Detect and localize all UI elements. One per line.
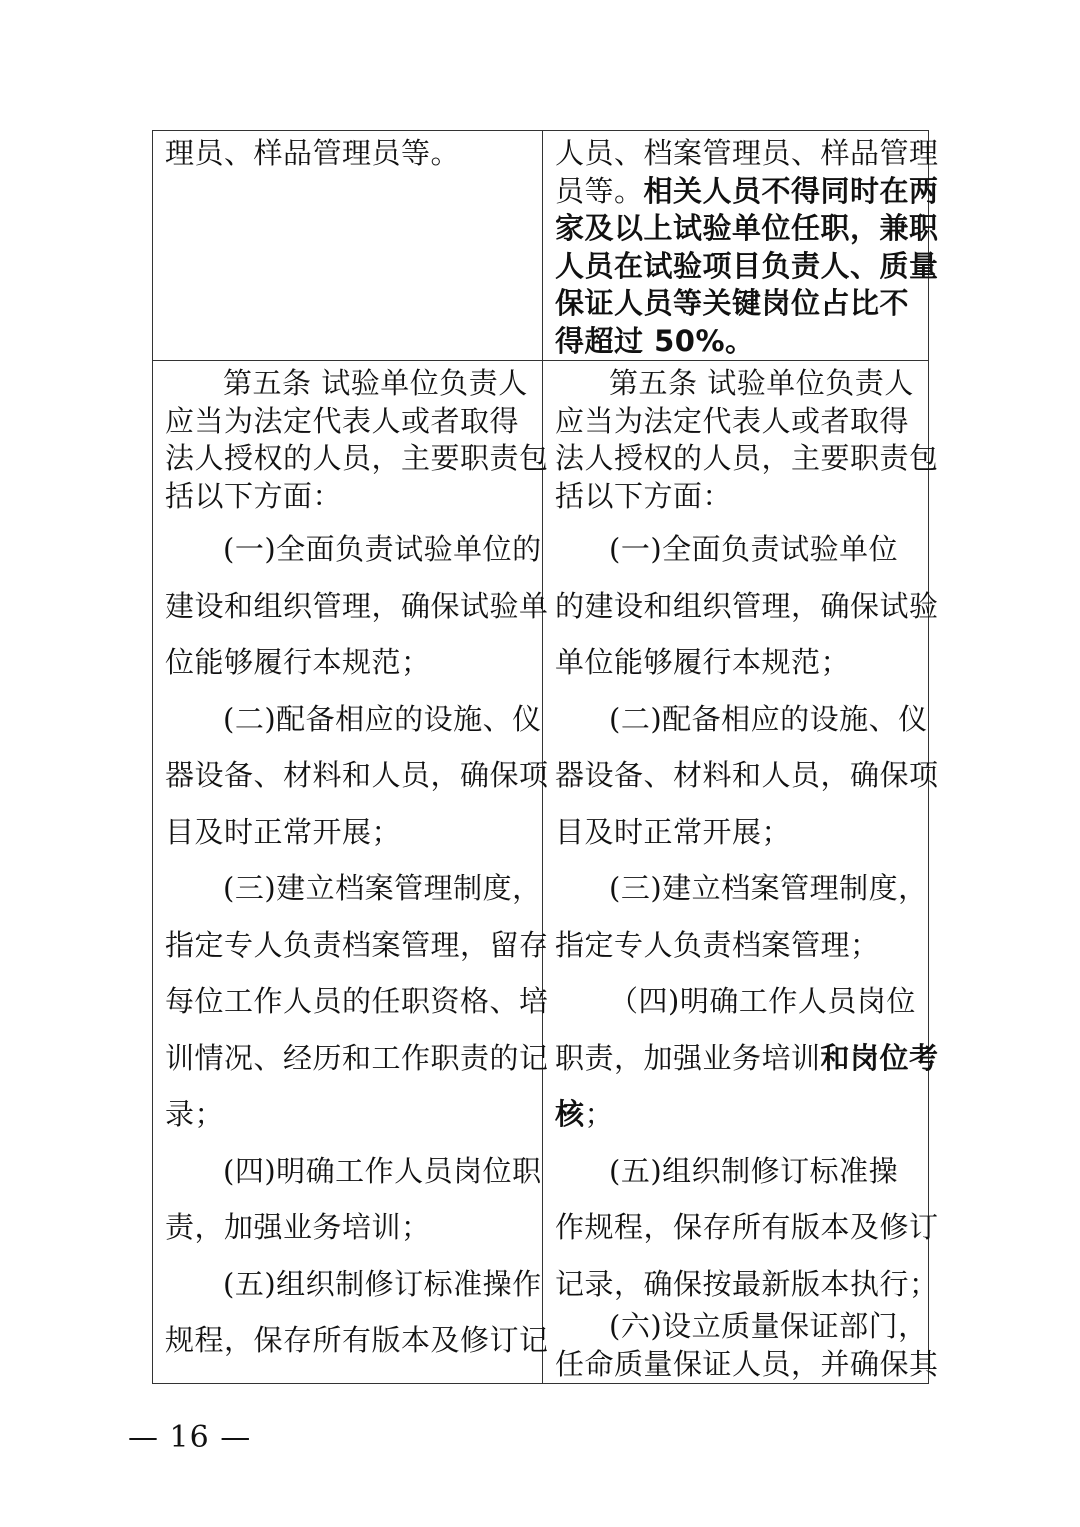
- list-item: (四)明确工作人员岗位职: [223, 1153, 542, 1188]
- list-item: （四)明确工作人员岗位: [609, 984, 916, 1018]
- text-line: 责，加强业务培训；: [165, 1210, 431, 1244]
- text-line: 器设备、材料和人员，确保项: [165, 758, 549, 792]
- bold-text-line: 得超过 50%。: [555, 323, 755, 358]
- text-line: 法人授权的人员，主要职责包: [555, 441, 939, 475]
- list-item: (二)配备相应的设施、仪: [609, 701, 928, 736]
- bold-text-segment: 核: [555, 1097, 585, 1131]
- right-cell: [543, 131, 939, 361]
- text-line: 记录，确保按最新版本执行；: [555, 1266, 939, 1301]
- text-line: 作规程，保存所有版本及修订: [555, 1210, 939, 1244]
- text-line: 应当为法定代表人或者取得: [555, 403, 910, 438]
- right-cell: [543, 361, 939, 1384]
- text-line: 任命质量保证人员，并确保其: [555, 1346, 939, 1381]
- text-line: 录；: [165, 1097, 225, 1131]
- text-segment: ；: [584, 1097, 615, 1131]
- list-item: (三)建立档案管理制度，: [223, 871, 542, 905]
- text-line: 法人授权的人员，主要职责包: [165, 441, 549, 475]
- bold-text-segment: 和岗位考: [820, 1040, 939, 1075]
- list-item: (六)设立质量保证部门，: [609, 1309, 928, 1343]
- text-line: 应当为法定代表人或者取得: [165, 403, 520, 438]
- text-line: 训情况、经历和工作职责的记: [165, 1040, 549, 1075]
- bold-text-segment: 相关人员不得同时在两: [643, 173, 939, 208]
- text-line: 位能够履行本规范；: [165, 645, 431, 679]
- list-item: (五)组织制修订标准操: [609, 1153, 899, 1188]
- bold-text-line: 家及以上试验单位任职，兼职: [555, 211, 939, 245]
- text-line: 人员、档案管理员、样品管理: [555, 136, 939, 170]
- list-item: (一)全面负责试验单位的: [223, 532, 542, 566]
- text-line: [555, 1086, 918, 1143]
- text-line: 目及时正常开展；: [555, 814, 792, 849]
- text-line: 指定专人负责档案管理，留存: [165, 927, 549, 962]
- table-row: [153, 361, 929, 1384]
- text-line: 规程，保存所有版本及修订记: [165, 1323, 549, 1357]
- text-line: 器设备、材料和人员，确保项: [555, 758, 939, 792]
- comparison-table: [152, 130, 939, 1384]
- text-segment: 职责，加强业务培训: [555, 1040, 821, 1075]
- text-line: 指定专人负责档案管理；: [555, 927, 880, 962]
- bold-text-line: 人员在试验项目负责人、质量: [555, 248, 939, 283]
- list-item: (二)配备相应的设施、仪: [223, 701, 542, 736]
- left-cell: [153, 131, 543, 361]
- text-segment: 员等。: [555, 173, 644, 208]
- list-item: (一)全面负责试验单位: [609, 532, 899, 566]
- text-line: 理员、样品管理员等。: [165, 136, 461, 170]
- text-line: [555, 173, 939, 211]
- text-line: [555, 1030, 939, 1087]
- text-line: 单位能够履行本规范；: [555, 645, 851, 679]
- text-line: 的建设和组织管理，确保试验: [555, 588, 939, 623]
- list-item: (五)组织制修订标准操作: [223, 1266, 542, 1301]
- bold-text-line: 保证人员等关键岗位占比不: [555, 286, 910, 320]
- text-line: 目及时正常开展；: [165, 814, 402, 849]
- article-heading: 第五条 试验单位负责人: [609, 366, 914, 400]
- table-row: [153, 131, 929, 361]
- text-line: 括以下方面：: [555, 478, 733, 513]
- text-line: 建设和组织管理，确保试验单: [165, 588, 549, 623]
- page-number: — 16 —: [128, 1420, 252, 1455]
- list-item: (三)建立档案管理制度，: [609, 871, 928, 905]
- left-cell: [153, 361, 549, 1384]
- text-line: 每位工作人员的任职资格、培: [165, 984, 549, 1018]
- text-line: 括以下方面：: [165, 478, 343, 513]
- article-heading: 第五条 试验单位负责人: [223, 366, 528, 400]
